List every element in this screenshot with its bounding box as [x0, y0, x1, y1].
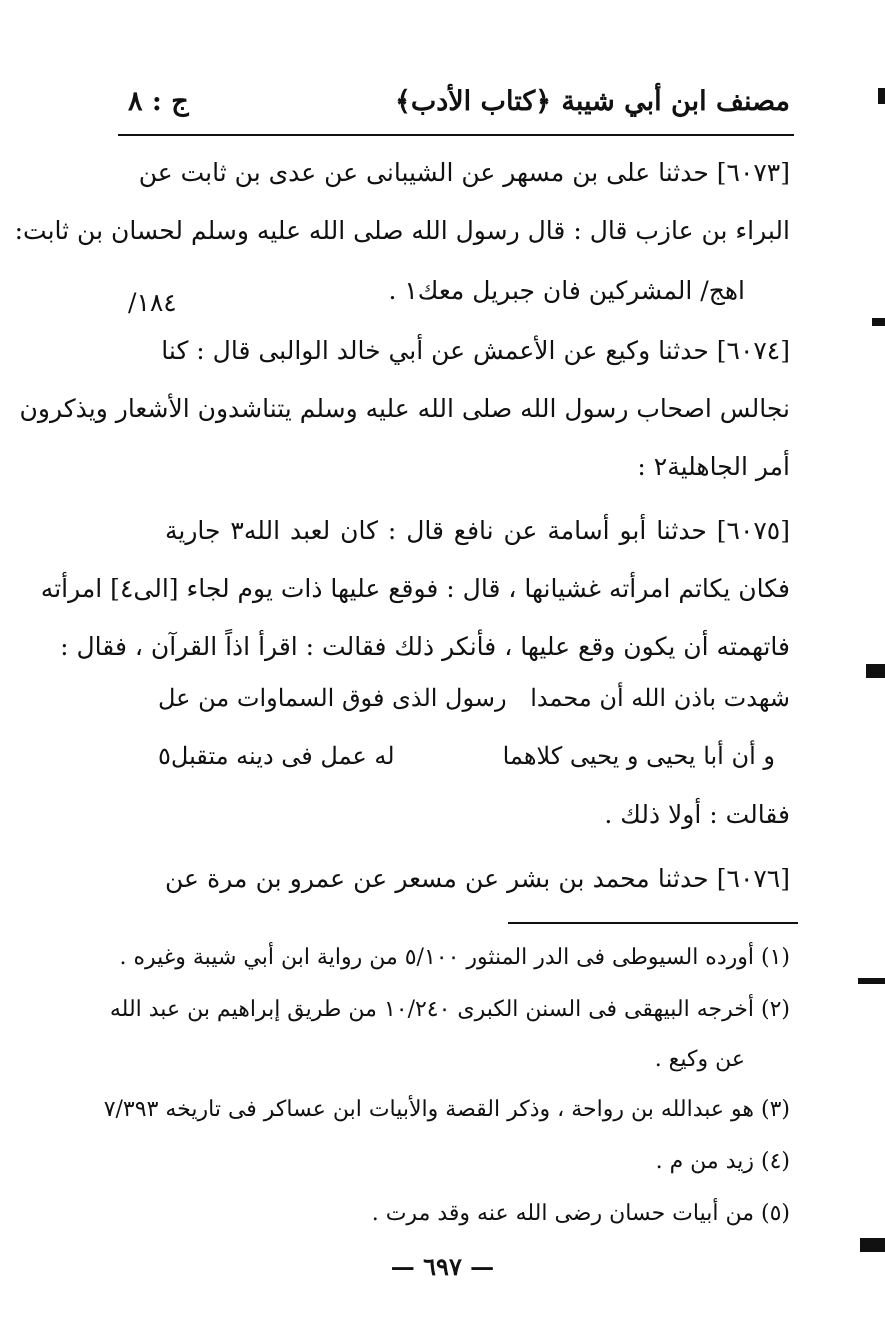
footnote: (١) أورده السيوطى فى الدر المنثور ٥/١٠٠ من رواية ابن أبي شيبة وغيره .	[119, 945, 790, 970]
footnote: (٤) زيد من م .	[655, 1149, 790, 1174]
footnote-continuation: عن وكيع .	[654, 1047, 745, 1072]
page-number: — ٦٩٧ —	[390, 1252, 495, 1281]
text-line: البراء بن عازب قال : قال رسول الله صلى الله عليه وسلم لحسان بن ثابت:	[14, 216, 790, 245]
text-line: نجالس اصحاب رسول الله صلى الله عليه وسلم يتناشدون الأشعار ويذكرون	[19, 394, 790, 423]
margin-folio-note: ١٨٤/	[128, 288, 177, 317]
footnote: (٣) هو عبدالله بن رواحة ، وذكر القصة والأبيات ابن عساكر فى تاريخه ٧/٣٩٣	[103, 1097, 790, 1122]
header-book-title: مصنف ابن أبي شيبة	[561, 86, 790, 117]
header-chapter-title: ﴿كتاب الأدب﴾	[395, 86, 552, 117]
text-line: أمر الجاهلية٢ :	[637, 452, 790, 481]
text-line: فاتهمته أن يكون وقع عليها ، فأنكر ذلك فقالت : اقرأ اذاً القرآن ، فقال :	[60, 632, 790, 661]
text-line: اهج/ المشركين فان جبريل معك١ .	[388, 276, 745, 305]
scan-edge-mark	[858, 978, 885, 984]
text-line: [٦٠٧٦] حدثنا محمد بن بشر عن مسعر عن عمرو بن مرة عن	[165, 864, 790, 893]
verse-hemistich: و أن أبا يحيى و يحيى كلاهما	[502, 742, 775, 770]
footnote: (٢) أخرجه البيهقى فى السنن الكبرى ١٠/٢٤٠ من طريق إبراهيم بن عبد الله	[109, 997, 790, 1022]
scan-edge-mark	[872, 318, 885, 326]
verse-hemistich: رسول الذى فوق السماوات من عل	[158, 684, 507, 712]
scan-edge-mark	[866, 664, 885, 678]
text-line: [٦٠٧٣] حدثنا على بن مسهر عن الشيبانى عن عدى بن ثابت عن	[138, 158, 790, 187]
scan-edge-mark	[860, 1238, 885, 1252]
header-rule	[118, 134, 794, 136]
text-line: [٦٠٧٥] حدثنا أبو أسامة عن نافع قال : كان لعبد الله٣ جارية	[165, 516, 790, 545]
footnote-rule	[508, 922, 798, 924]
text-line: فكان يكاتم امرأته غشيانها ، قال : فوقع عليها ذات يوم لجاء [الى٤] امرأته	[40, 574, 790, 603]
scan-edge-mark	[878, 88, 885, 104]
verse-hemistich: له عمل فى دينه متقبل٥	[158, 742, 395, 770]
text-line: [٦٠٧٤] حدثنا وكيع عن الأعمش عن أبي خالد الوالبى قال : كنا	[161, 336, 790, 365]
header-volume: ج : ٨	[128, 86, 189, 117]
footnote: (٥) من أبيات حسان رضى الله عنه وقد مرت .	[371, 1201, 790, 1226]
verse-hemistich: شهدت باذن الله أن محمدا	[530, 684, 790, 712]
text-line: فقالت : أولا ذلك .	[604, 800, 790, 829]
